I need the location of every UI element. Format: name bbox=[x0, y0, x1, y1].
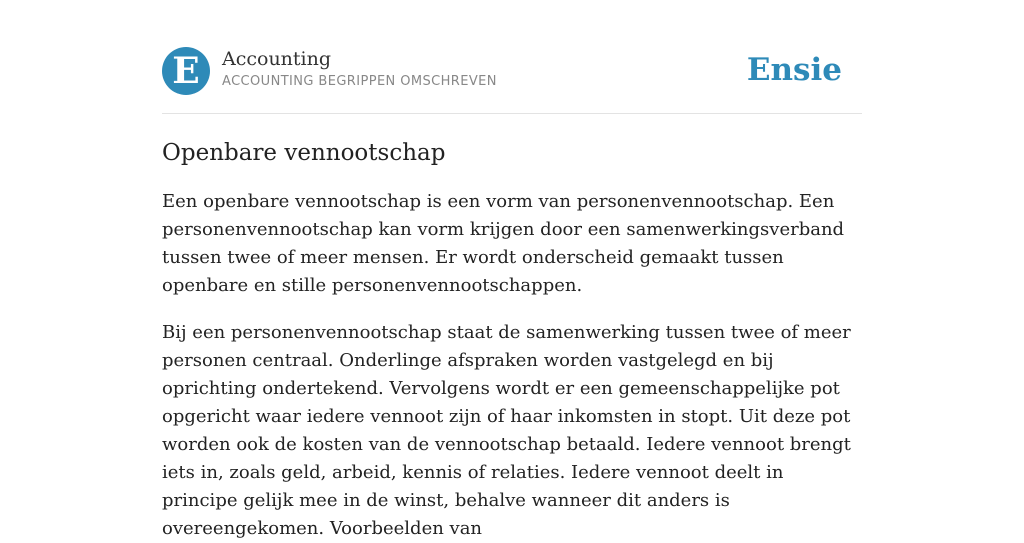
article bbox=[162, 138, 862, 543]
header-divider bbox=[162, 113, 862, 114]
brand-logo[interactable]: Ensie bbox=[746, 52, 842, 88]
site-header bbox=[162, 47, 862, 113]
site-logo-icon[interactable]: E bbox=[162, 47, 210, 95]
article-paragraph-2: Bij een personenvennootschap staat de samenwerking tussen twee of meer personen centraal. Onderlinge afspraken worden vastgelegd en bij oprichting ondertekend. Vervolgens wordt er een gemeenschappelijke pot opgericht waar iedere vennoot zijn of haar inkomsten in stopt. Uit deze pot worden ook de kosten van de vennootschap betaald. Iedere vennoot brengt iets in, zoals geld, arbeid, kennis of relaties. Iedere vennoot deelt in principe gelijk mee in de winst, behalve wanneer dit anders is overeengekomen. Voorbeelden van bbox=[162, 322, 851, 539]
article-title: Openbare vennootschap bbox=[162, 140, 446, 166]
site-subtitle: ACCOUNTING BEGRIPPEN OMSCHREVEN bbox=[222, 74, 497, 89]
article-paragraph-1: Een openbare vennootschap is een vorm van personenvennootschap. Een personenvennootschap kan vorm krijgen door een samenwerkingsverband tussen twee of meer mensen. Er wordt onderscheid gemaakt tussen openbare en stille personenvennootschappen. bbox=[162, 191, 845, 296]
site-title[interactable]: Accounting bbox=[222, 48, 332, 70]
